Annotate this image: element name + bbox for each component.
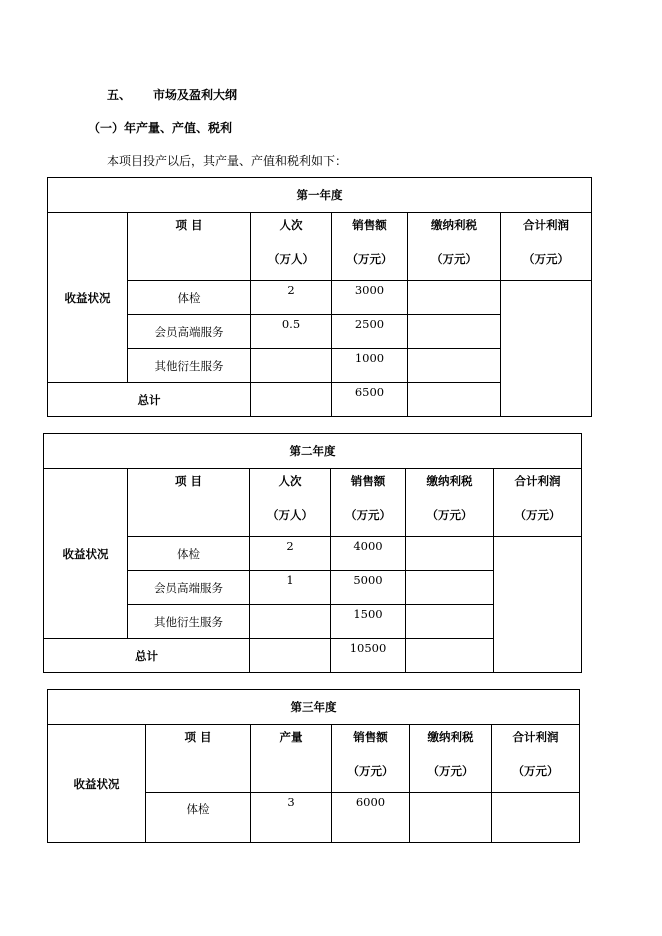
total-quantity-cell	[251, 383, 332, 417]
col-header-tax: 缴纳利税 （万元）	[406, 469, 494, 537]
sales-cell: 3000	[332, 281, 408, 315]
tax-cell	[410, 793, 492, 843]
year-title: 第二年度	[44, 434, 582, 469]
tax-cell	[408, 349, 501, 383]
profit-cell	[492, 793, 580, 843]
subsection-title: （一）年产量、产值、税利	[88, 121, 233, 135]
col-header-quantity: 人次 （万人）	[251, 213, 332, 281]
col-header-profit: 合计利润 （万元）	[494, 469, 582, 537]
col-header-item: 项 目	[128, 469, 250, 537]
tax-cell	[408, 281, 501, 315]
revenue-status-label: 收益状况	[48, 725, 146, 843]
table-row	[48, 281, 592, 315]
sales-cell: 5000	[331, 571, 406, 605]
quantity-cell: 2	[250, 537, 331, 571]
total-sales-cell: 10500	[331, 639, 406, 673]
tax-cell	[406, 571, 494, 605]
col-header-sales: 销售额 （万元）	[332, 725, 410, 793]
col-header-sales: 销售额 （万元）	[332, 213, 408, 281]
item-cell: 其他衍生服务	[128, 605, 250, 639]
profit-cell	[501, 281, 592, 417]
sales-cell: 1000	[332, 349, 408, 383]
col-header-sales: 销售额 （万元）	[331, 469, 406, 537]
total-tax-cell	[408, 383, 501, 417]
sales-cell: 1500	[331, 605, 406, 639]
quantity-cell	[251, 349, 332, 383]
sales-cell: 6000	[332, 793, 410, 843]
col-header-profit: 合计利润 （万元）	[501, 213, 592, 281]
revenue-status-label: 收益状况	[44, 469, 128, 639]
sales-cell: 4000	[331, 537, 406, 571]
year-1-table	[47, 177, 592, 417]
year-title: 第一年度	[48, 178, 592, 213]
item-cell: 体检	[128, 537, 250, 571]
total-sales-cell: 6500	[332, 383, 408, 417]
col-header-tax: 缴纳利税 （万元）	[410, 725, 492, 793]
total-quantity-cell	[250, 639, 331, 673]
tax-cell	[406, 605, 494, 639]
year-3-table	[47, 689, 580, 843]
profit-cell	[494, 537, 582, 673]
quantity-cell	[250, 605, 331, 639]
item-cell: 体检	[128, 281, 251, 315]
quantity-cell: 1	[250, 571, 331, 605]
year-title: 第三年度	[48, 690, 580, 725]
quantity-cell: 3	[251, 793, 332, 843]
intro-text: 本项目投产以后，其产量、产值和税利如下：	[107, 154, 348, 168]
col-header-quantity: 产量	[251, 725, 332, 793]
total-label: 总计	[48, 383, 251, 417]
section-title: 市场及盈利大纲	[153, 88, 238, 102]
col-header-quantity: 人次 （万人）	[250, 469, 331, 537]
total-label: 总计	[44, 639, 250, 673]
quantity-cell: 0.5	[251, 315, 332, 349]
year-2-table	[43, 433, 582, 673]
total-tax-cell	[406, 639, 494, 673]
item-cell: 会员高端服务	[128, 315, 251, 349]
quantity-cell: 2	[251, 281, 332, 315]
item-cell: 会员高端服务	[128, 571, 250, 605]
tax-cell	[408, 315, 501, 349]
section-heading	[107, 86, 237, 103]
tax-cell	[406, 537, 494, 571]
col-header-item: 项 目	[128, 213, 251, 281]
revenue-status-label: 收益状况	[48, 213, 128, 383]
col-header-item: 项 目	[146, 725, 251, 793]
item-cell: 体检	[146, 793, 251, 843]
item-cell: 其他衍生服务	[128, 349, 251, 383]
section-number: 五、	[107, 88, 132, 102]
col-header-profit: 合计利润 （万元）	[492, 725, 580, 793]
sales-cell: 2500	[332, 315, 408, 349]
col-header-tax: 缴纳利税 （万元）	[408, 213, 501, 281]
